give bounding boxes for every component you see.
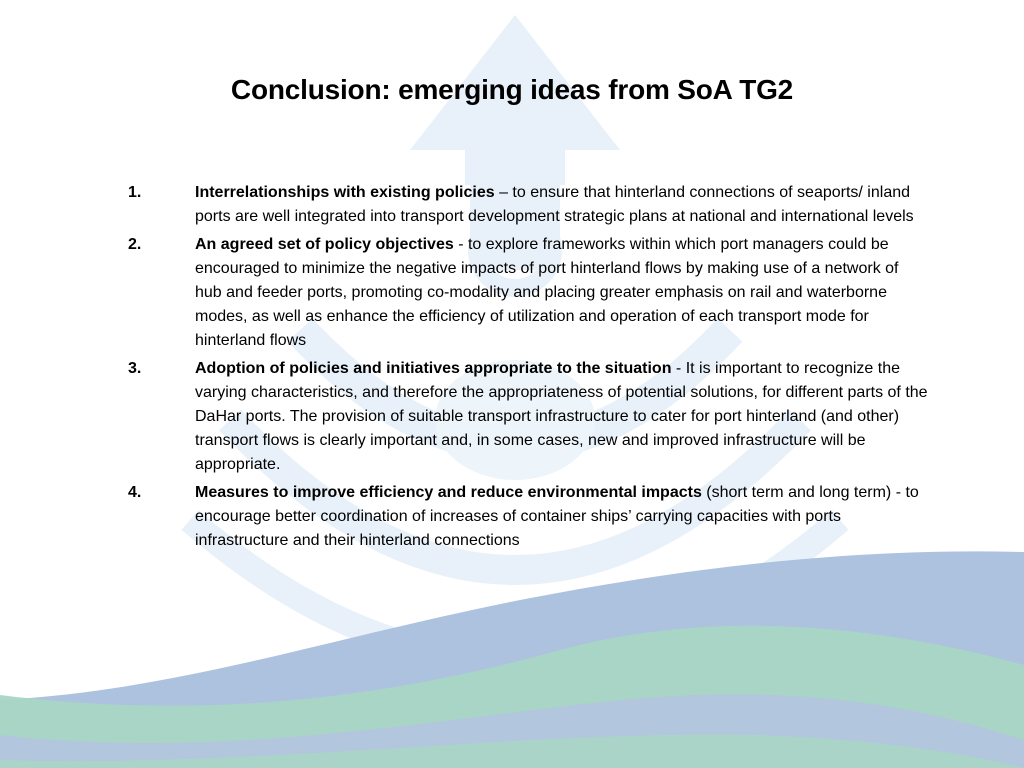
item-heading: Interrelationships with existing policies	[195, 184, 495, 201]
item-heading: Measures to improve efficiency and reduce environmental impacts	[195, 484, 702, 501]
list-item	[128, 357, 928, 477]
item-heading: An agreed set of policy objectives	[195, 236, 454, 253]
item-number: 2.	[128, 236, 142, 253]
page-title: Conclusion: emerging ideas from SoA TG2	[230, 74, 794, 105]
item-number: 1.	[128, 184, 142, 201]
list-item	[128, 181, 928, 229]
item-number: 3.	[128, 360, 142, 377]
item-text: - to explore frameworks within which port managers could be encouraged to minimize the negative impacts of port hinterland flows by making use of a network of hub and feeder ports, promoting co-modality and placing greater emphasis on rail and waterborne modes, as well as enhance the efficiency of utilization and operation of each transport mode for hinterland flows	[195, 236, 899, 349]
item-text: – to ensure that hinterland connections of seaports/ inland ports are well integrated into transport development strategic plans at national and international levels	[195, 184, 914, 225]
list-item	[128, 481, 928, 553]
item-heading: Adoption of policies and initiatives appropriate to the situation	[195, 360, 672, 377]
conclusion-list	[128, 181, 928, 557]
item-number: 4.	[128, 484, 142, 501]
item-text: - It is important to recognize the varying characteristics, and therefore the appropriateness of potential solutions, for different parts of the DaHar ports. The provision of suitable transport infrastructure to cater for port hinterland (and other) transport flows is clearly important and, in some cases, new and improved infrastructure will be appropriate.	[195, 360, 928, 473]
list-item	[128, 233, 928, 353]
item-text: (short term and long term) - to encourage better coordination of increases of container ships’ carrying capacities with ports infrastructure and their hinterland connections	[195, 484, 919, 549]
